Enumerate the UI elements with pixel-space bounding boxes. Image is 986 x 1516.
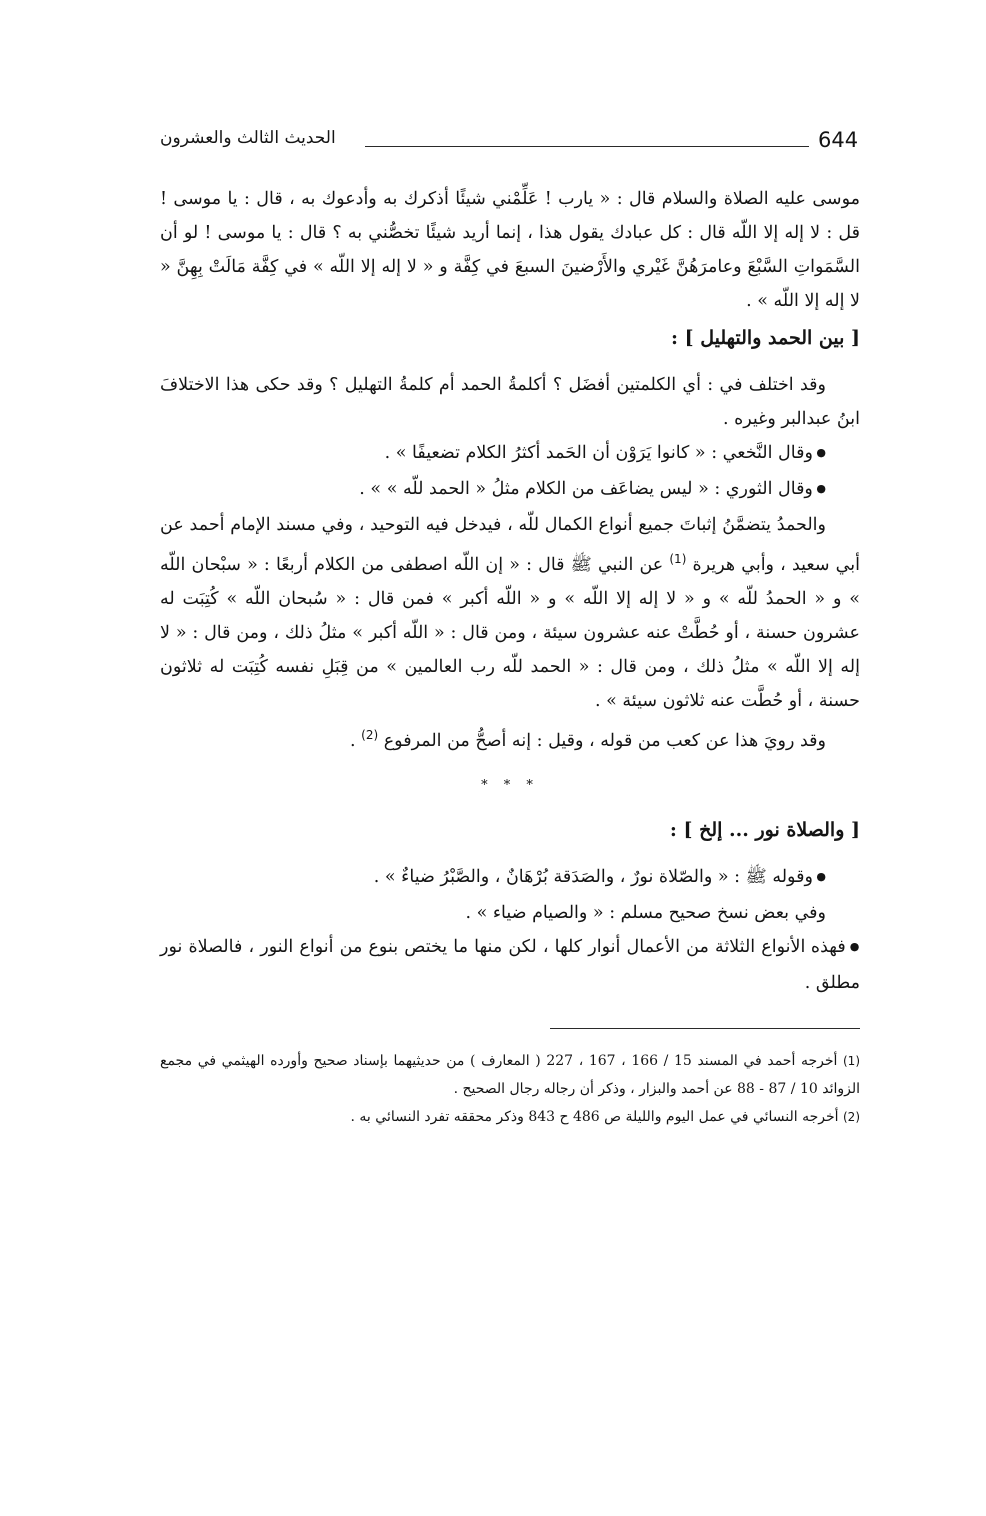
header-rule — [365, 146, 809, 147]
paragraph-text-part: عن النبي ﷺ قال : « إن اللّه اصطفى من الكلام أربعًا : « سبْحان اللّه » و « الحمدُ للّه » و « لا إله إلا اللّه » و « اللّه أكبر » فمن قال : « سُبحان اللّه » كُتِبَت له عشرون حسنة ، أو حُطَّتْ عنه عشرون سيئة ، ومن قال : « اللّه أكبر » مثلُ ذلك ، ومن قال : « لا إله إلا اللّه » مثلُ ذلك ، ومن قال : « الحمد للّه رب العالمين » من قِبَلِ نفسه كُتِبَت له ثلاثون حسنة ، أو حُطَّت عنه ثلاثون سيئة » . — [160, 554, 860, 711]
footnote-number: (2) — [842, 1109, 860, 1124]
footnotes — [160, 1047, 860, 1131]
paragraph-disagreement: وقد اختلف في : أي الكلمتين أفضَل ؟ أكلمةُ الحمد أم كلمةُ التهليل ؟ وقد حكى هذا الاختلافَ ابنُ عبدالبر وغيره . — [160, 375, 860, 429]
footnote-1 — [160, 1047, 860, 1103]
footnote-text: أخرجه أحمد في المسند 15 / 166 ، 167 ، 227 ( المعارف ) من حديثيهما بإسناد صحيح وأورده الهيثمي في مجمع الزوائد 10 / 87 - 88 عن أحمد والبزار ، وذكر أن رجاله رجال الصحيح . — [160, 1052, 860, 1097]
footnote-2 — [160, 1103, 860, 1131]
footnote-rule — [550, 1028, 860, 1029]
section-separator-stars: * * * — [481, 777, 539, 793]
paragraph-musa-hadith: موسى عليه الصلاة والسلام قال : « يارب ! عَلِّمْني شيئًا أذكرك به وأدعوك به ، قال : يا موسى ! قل : لا إله إلا اللّه قال : كل عبادك يقول هذا ، إنما أريد شيئًا تخصُّني به ؟ قال : يا موسى ! لو أن السَّمَواتِ السَّبْعَ وعامرَهُنَّ غَيْري والأَرْضينَ السبعَ في كِفَّة و « لا إله إلا اللّه » في كِفَّة مَالَتْ بِهِنَّ « لا إله إلا اللّه » . — [160, 189, 860, 311]
paragraph-hamd-explanation — [160, 508, 860, 718]
paragraph-text-part: وقد رويَ هذا عن كعب من قوله ، وقيل : إنه أصحُّ من المرفوع — [378, 730, 826, 751]
footnote-ref-2: (2) — [361, 727, 379, 742]
page-number: 644 — [818, 128, 859, 152]
section-heading-hamd-tahlil: [ بين الحمد والتهليل ] : — [671, 327, 860, 349]
paragraph-kaab-narration — [160, 718, 860, 758]
paragraph-text-part: . — [350, 730, 362, 751]
footnote-ref-1: (1) — [669, 552, 687, 566]
bullet-three-lights: ● فهذه الأنواع الثلاثة من الأعمال أنوار كلها ، لكن منها ما يختص بنوع من أنواع النور ، فالصلاة نور مطلق . — [160, 930, 860, 1000]
bullet-thawri-quote: ● وقال الثوري : « ليس يضاعَف من الكلام مثلُ « الحمد للّه » » . — [160, 472, 860, 508]
book-page — [160, 128, 860, 1488]
section-heading-salat-nur: [ والصلاة نور ... إلخ ] : — [669, 818, 860, 841]
paragraph-text-part: والحمدُ يتضمَّنُ إثباتَ جميع أنواع الكمال للّه ، فيدخل فيه التوحيد ، وفي مسند الإمام أحمد عن أبي سعيد ، وأبي هريرة — [160, 515, 860, 575]
running-title: الحديث الثالث والعشرون — [160, 128, 336, 148]
main-text — [160, 182, 860, 1000]
bullet-salat-hadith: ● وقوله ﷺ : « والصّلاة نورٌ ، والصَدَقة بُرْهَانٌ ، والصَّبْرُ ضياءٌ » . — [160, 860, 860, 896]
paragraph-muslim-version: وفي بعض نسخ صحيح مسلم : « والصيام ضياء » . — [465, 902, 826, 923]
footnote-text: أخرجه النسائي في عمل اليوم والليلة ص 486 ح 843 وذكر محققه تفرد النسائي به . — [350, 1108, 843, 1125]
bullet-nakhai-quote: ● وقال النَّخعي : « كانوا يَرَوْن أن الحَمد أكثرُ الكلام تضعيفًا » . — [160, 436, 860, 472]
footnote-number: (1) — [842, 1053, 860, 1068]
running-head — [160, 128, 860, 164]
